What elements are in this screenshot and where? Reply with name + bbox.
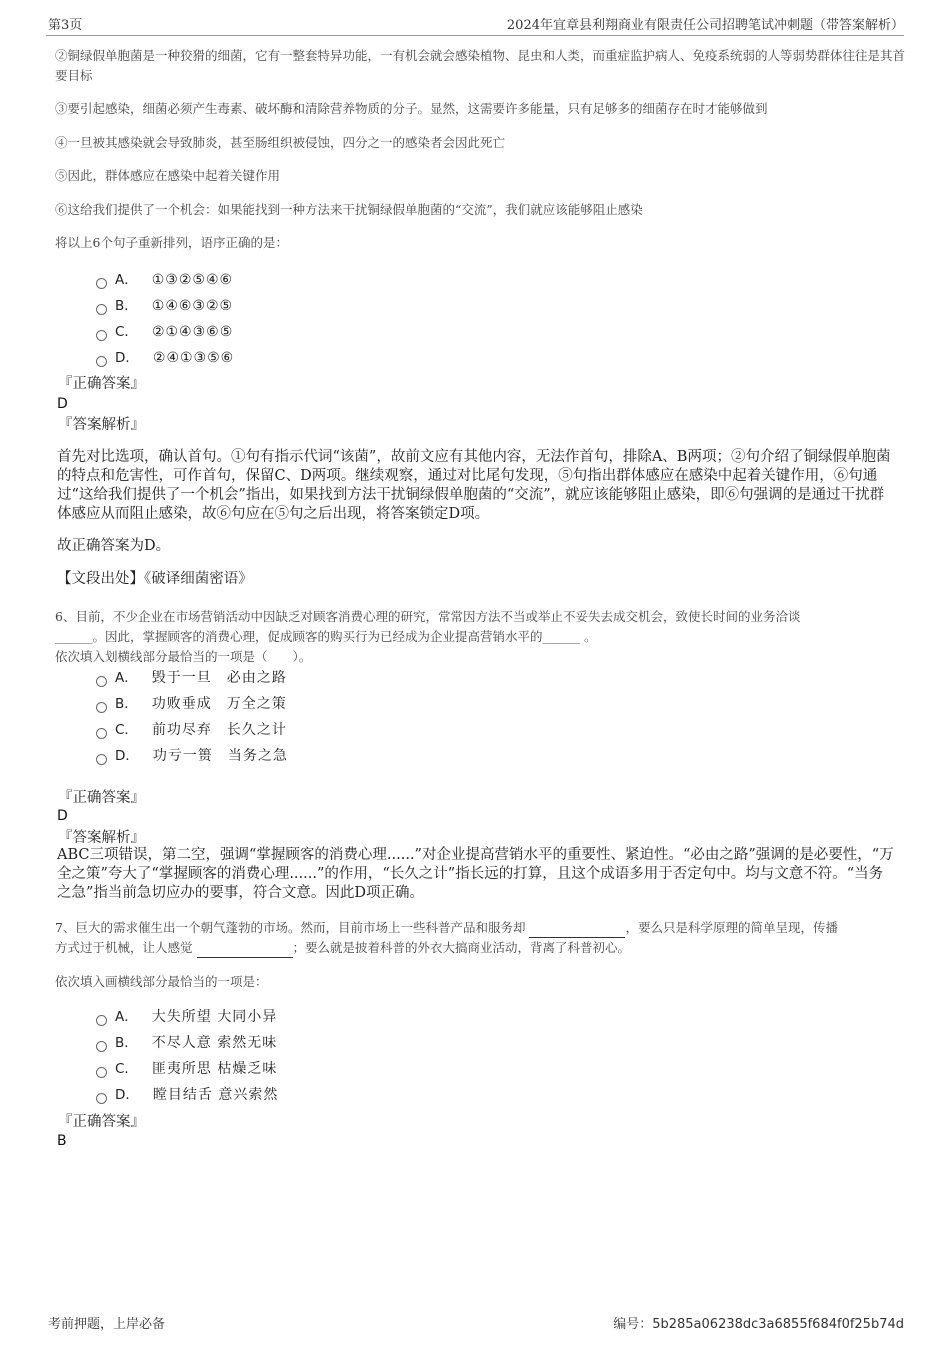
- page-header: [48, 14, 904, 34]
- q5-option-d[interactable]: D． ②④①③⑤⑥: [96, 348, 234, 368]
- q5-sentence-5: ⑤因此，群体感应在感染中起着关键作用: [55, 168, 281, 183]
- radio-button[interactable]: [96, 330, 107, 341]
- q5-source: 【文段出处】《破译细菌密语》: [57, 571, 253, 587]
- q6-answer-label: 『正确答案』: [58, 790, 145, 806]
- page-footer: [48, 1313, 904, 1331]
- q5-option-b[interactable]: B． ①④⑥③②⑤: [96, 296, 233, 316]
- q5-sentence-3: ③要引起感染，细菌必须产生毒素、破坏酶和清除营养物质的分子。显然，这需要许多能量，只有足够多的细菌存在时才能够做到: [55, 101, 768, 116]
- q7-prompt: 依次填入画横线部分最恰当的一项是：: [55, 974, 268, 989]
- q7-option-d[interactable]: D． 瞠目结舌 意兴索然: [96, 1085, 278, 1105]
- q7-option-c[interactable]: C． 匪夷所思 枯燥乏味: [96, 1059, 277, 1079]
- q6-stem-line-2: ______。因此，掌握顾客的消费心理，促成顾客的购买行为已经成为企业提高营销水平的______ 。: [55, 629, 597, 644]
- header-divider: [46, 35, 904, 36]
- radio-button[interactable]: [96, 278, 107, 289]
- q7-option-b[interactable]: B． 不尽人意 索然无味: [96, 1033, 277, 1053]
- radio-button[interactable]: [96, 304, 107, 315]
- q5-sentence-2: ②铜绿假单胞菌是一种狡猾的细菌，它有一整套特异功能，一有机会就会感染植物、昆虫和人类，而重症监护病人、免疫系统弱的人等弱势群体往往是其首要目标: [55, 48, 906, 83]
- radio-button[interactable]: [96, 1041, 107, 1052]
- q5-option-a[interactable]: A． ①③②⑤④⑥: [96, 270, 233, 290]
- q5-answer-label: 『正确答案』: [58, 376, 145, 392]
- radio-button[interactable]: [96, 356, 107, 367]
- q6-analysis-label: 『答案解析』: [58, 830, 145, 846]
- radio-button[interactable]: [96, 1015, 107, 1026]
- radio-button[interactable]: [96, 1093, 107, 1104]
- q5-sentence-6: ⑥这给我们提供了一个机会：如果能找到一种方法来干扰铜绿假单胞菌的“交流”，我们就应该能够阻止感染: [55, 202, 643, 217]
- q7-stem-line-1: 7、巨大的需求催生出一个朝气蓬勃的市场。然而，目前市场上一些科普产品和服务却 ，要么只是科学原理的简单呈现，传播: [55, 918, 905, 938]
- radio-button[interactable]: [96, 754, 107, 765]
- q7-answer-label: 『正确答案』: [58, 1114, 145, 1130]
- q6-prompt: 依次填入划横线部分最恰当的一项是（ ）。: [55, 649, 312, 664]
- q6-stem-line-1: 6、目前，不少企业在市场营销活动中因缺乏对顾客消费心理的研究，常常因方法不当或举止不妥失去成交机会，致使长时间的业务洽谈: [55, 609, 801, 624]
- q7-blank-2: [197, 957, 293, 958]
- q6-option-a[interactable]: A． 毁于一旦 必由之路: [96, 668, 287, 688]
- document-code: 编号：5b285a06238dc3a6855f684f0f25b74d: [613, 1317, 904, 1332]
- q5-prompt: 将以上6个句子重新排列，语序正确的是：: [55, 235, 288, 250]
- radio-button[interactable]: [96, 1067, 107, 1078]
- page-number: 第3页: [48, 18, 83, 33]
- q5-option-c[interactable]: C． ②①④③⑥⑤: [96, 322, 233, 342]
- q7-stem-line-2: 方式过于机械，让人感觉 ；要么就是披着科普的外衣大搞商业活动，背离了科普初心。: [55, 938, 905, 958]
- q7-answer: B: [57, 1133, 67, 1149]
- radio-button[interactable]: [96, 676, 107, 687]
- q5-analysis-label: 『答案解析』: [58, 417, 145, 433]
- q6-option-c[interactable]: C． 前功尽弃 长久之计: [96, 720, 287, 740]
- q6-option-b[interactable]: B． 功败垂成 万全之策: [96, 694, 287, 714]
- q7-option-a[interactable]: A． 大失所望 大同小异: [96, 1007, 277, 1027]
- q5-sentence-4: ④一旦被其感染就会导致肺炎，甚至肠组织被侵蚀，四分之一的感染者会因此死亡: [55, 135, 506, 150]
- q5-conclusion: 故正确答案为D。: [57, 538, 171, 554]
- document-title: 2024年宜章县利翔商业有限责任公司招聘笔试冲刺题（带答案解析）: [506, 18, 904, 33]
- radio-button[interactable]: [96, 728, 107, 739]
- q6-answer: D: [57, 808, 68, 824]
- radio-button[interactable]: [96, 702, 107, 713]
- q6-option-d[interactable]: D． 功亏一篑 当务之急: [96, 746, 288, 766]
- q6-analysis: ABC三项错误，第二空，强调“掌握顾客的消费心理......”对企业提高营销水平的重要性、紧迫性。“必由之路”强调的是必要性，“万全之策”夸大了“掌握顾客的消费心理......”的作用，“长久之计”指长远的打算，且这个成语多用于否定句中。均与文意不符。“当务之急”指当前急切应办的要事，符合文意。因此D项正确。: [57, 847, 894, 901]
- footer-slogan: 考前押题，上岸必备: [48, 1317, 166, 1332]
- q5-analysis: 首先对比选项，确认首句。①句有指示代词“该菌”，故前文应有其他内容，无法作首句，排除A、B两项；②句介绍了铜绿假单胞菌的特点和危害性，可作首句，保留C、D两项。继续观察，通过对比尾句发现，⑤句指出群体感应在感染中起着关键作用，⑥句通过“这给我们提供了一个机会”指出，如果找到方法干扰铜绿假单胞菌的“交流”，就应该能够阻止感染，即⑥句强调的是通过干扰群体感应从而阻止感染，故⑥句应在⑤句之后出现，将答案锁定D项。: [57, 449, 891, 522]
- q5-answer: D: [57, 396, 68, 412]
